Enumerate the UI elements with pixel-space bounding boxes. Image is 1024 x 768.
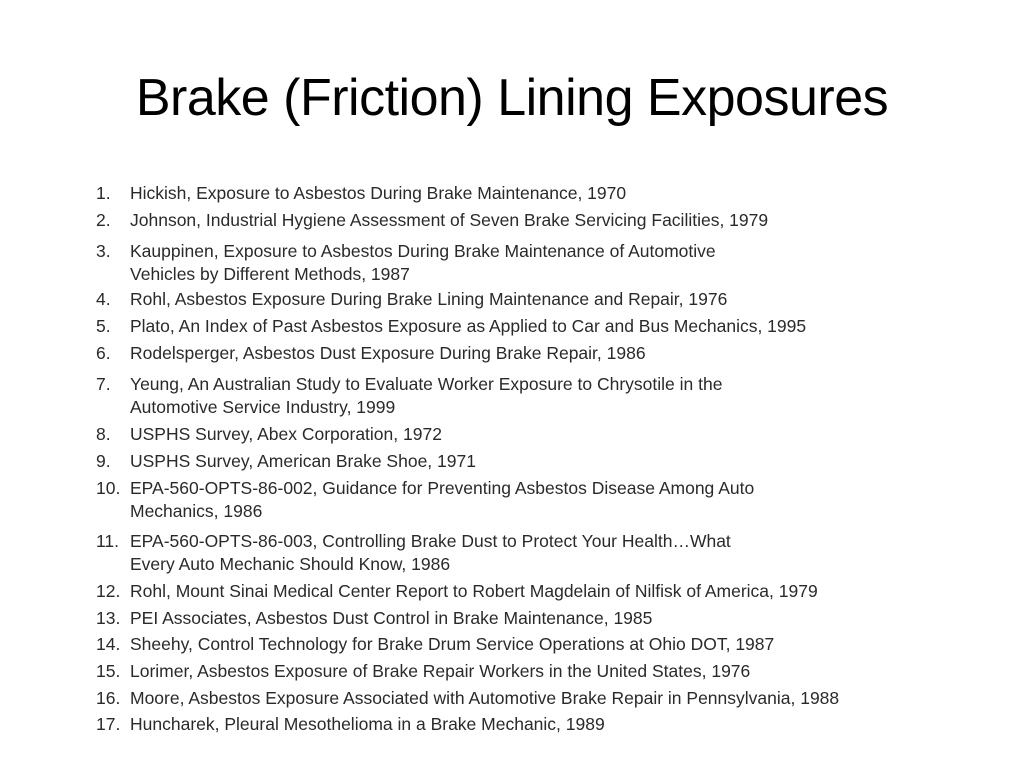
reference-line: Kauppinen, Exposure to Asbestos During Brake Maintenance of Automotive — [130, 241, 716, 261]
reference-text — [130, 660, 750, 683]
reference-number: 12. — [96, 581, 121, 601]
reference-text — [130, 687, 839, 710]
reference-item — [96, 713, 956, 736]
reference-number: 11. — [96, 531, 120, 551]
reference-line: Automotive Service Industry, 1999 — [130, 397, 396, 417]
reference-line: Rohl, Mount Sinai Medical Center Report to Robert Magdelain of Nilfisk of America, 1979 — [130, 581, 818, 601]
reference-item — [96, 477, 956, 523]
reference-item — [96, 315, 956, 338]
reference-line: EPA-560-OPTS-86-003, Controlling Brake Dust to Protect Your Health…What — [130, 531, 731, 551]
reference-number: 10. — [96, 478, 121, 498]
reference-text — [130, 713, 605, 736]
reference-line: Yeung, An Australian Study to Evaluate Worker Exposure to Chrysotile in the — [130, 374, 723, 394]
reference-text — [130, 342, 646, 365]
reference-number: 14. — [96, 634, 121, 654]
reference-text — [130, 373, 722, 419]
reference-line: Rohl, Asbestos Exposure During Brake Lining Maintenance and Repair, 1976 — [130, 289, 728, 309]
reference-item — [96, 288, 956, 311]
reference-item — [96, 209, 956, 232]
reference-number: 13. — [96, 608, 121, 628]
reference-line: Every Auto Mechanic Should Know, 1986 — [130, 554, 451, 574]
reference-text — [130, 450, 476, 473]
reference-line: Plato, An Index of Past Asbestos Exposure as Applied to Car and Bus Mechanics, 1995 — [130, 316, 807, 336]
reference-line: Johnson, Industrial Hygiene Assessment of Seven Brake Servicing Facilities, 1979 — [130, 210, 769, 230]
reference-number: 9. — [96, 451, 111, 471]
reference-number: 1. — [96, 183, 111, 203]
reference-item — [96, 660, 956, 683]
reference-number: 6. — [96, 343, 111, 363]
reference-item — [96, 580, 956, 603]
reference-number: 3. — [96, 241, 111, 261]
reference-item — [96, 423, 956, 446]
reference-line: USPHS Survey, American Brake Shoe, 1971 — [130, 451, 476, 471]
reference-item — [96, 607, 956, 630]
reference-line: Hickish, Exposure to Asbestos During Brake Maintenance, 1970 — [130, 183, 627, 203]
reference-number: 17. — [96, 714, 121, 734]
reference-item — [96, 182, 956, 205]
reference-number: 8. — [96, 424, 111, 444]
reference-text — [130, 477, 754, 523]
reference-line: USPHS Survey, Abex Corporation, 1972 — [130, 424, 442, 444]
reference-line: Mechanics, 1986 — [130, 501, 263, 521]
reference-text — [130, 315, 806, 338]
reference-line: Vehicles by Different Methods, 1987 — [130, 264, 410, 284]
reference-item — [96, 687, 956, 710]
reference-item — [96, 240, 956, 286]
reference-text — [130, 423, 442, 446]
reference-text — [130, 530, 731, 576]
reference-text — [130, 182, 626, 205]
reference-line: Sheehy, Control Technology for Brake Drum Service Operations at Ohio DOT, 1987 — [130, 634, 775, 654]
reference-line: EPA-560-OPTS-86-002, Guidance for Preventing Asbestos Disease Among Auto — [130, 478, 755, 498]
reference-number: 7. — [96, 374, 111, 394]
reference-line: PEI Associates, Asbestos Dust Control in Brake Maintenance, 1985 — [130, 608, 653, 628]
reference-line: Rodelsperger, Asbestos Dust Exposure During Brake Repair, 1986 — [130, 343, 646, 363]
reference-line: Lorimer, Asbestos Exposure of Brake Repair Workers in the United States, 1976 — [130, 661, 751, 681]
slide-title: Brake (Friction) Lining Exposures — [135, 69, 889, 127]
reference-text — [130, 288, 727, 311]
reference-item — [96, 373, 956, 419]
reference-text — [130, 580, 818, 603]
reference-number: 16. — [96, 688, 121, 708]
reference-text — [130, 209, 768, 232]
reference-text — [130, 633, 774, 656]
reference-item — [96, 342, 956, 365]
reference-text — [130, 607, 652, 630]
reference-number: 5. — [96, 316, 111, 336]
reference-item — [96, 633, 956, 656]
reference-item — [96, 530, 956, 576]
reference-line: Moore, Asbestos Exposure Associated with Automotive Brake Repair in Pennsylvania, 1988 — [130, 688, 840, 708]
reference-number: 15. — [96, 661, 121, 681]
reference-item — [96, 450, 956, 473]
reference-line: Huncharek, Pleural Mesothelioma in a Brake Mechanic, 1989 — [130, 714, 605, 734]
reference-text — [130, 240, 716, 286]
reference-number: 4. — [96, 289, 111, 309]
reference-number: 2. — [96, 210, 111, 230]
